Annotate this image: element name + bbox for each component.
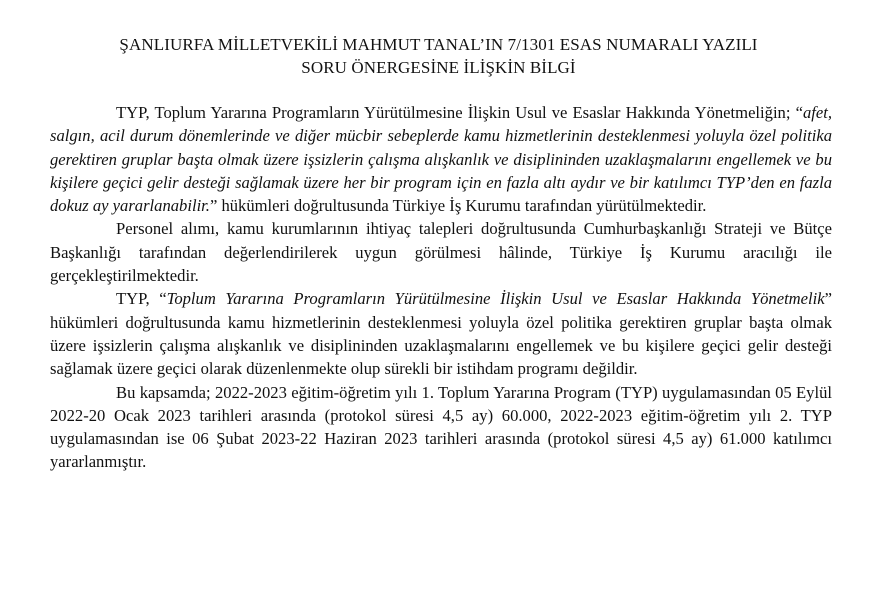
paragraph-2: Personel alımı, kamu kurumlarının ihtiyaç talepleri doğrultusunda Cumhurbaşkanlığı Strateji ve Bütçe Başkanlığı tarafından değerlendirilerek uygun görülmesi hâlinde, Türkiye İş Kurumu aracılığı ile gerçekleştirilmektedir. — [50, 219, 832, 286]
paragraph-3 — [50, 287, 832, 380]
paragraph-1-quote: afet, salgın, acil durum dönemlerinde ve diğer mücbir sebeplerde kamu hizmetlerinin desteklenmesi yoluyla özel politika gerektiren gruplar başta olmak üzere işsizlerin çalışma alışkanlık ve disiplininden uzaklaşmalarını engellemek ve bu kişilere geçici gelir desteği sağlamak üzere her bir program için en fazla altı aydır ve bir katılımcı TYP’den en fazla dokuz ay yararlanabilir. — [50, 103, 832, 216]
document-body — [50, 101, 832, 474]
title-line-1: ŞANLIURFA MİLLETVEKİLİ MAHMUT TANAL’IN 7/1301 ESAS NUMARALI YAZILI — [119, 35, 758, 54]
paragraph-1-tail: ” hükümleri doğrultusunda Türkiye İş Kurumu tarafından yürütülmektedir. — [209, 196, 707, 216]
paragraph-3-tail: ” hükümleri doğrultusunda kamu hizmetlerinin desteklenmesi yoluyla özel politika gerektiren gruplar başta olmak üzere işsizlerin çalışma alışkanlık ve disiplininden uzaklaşmalarını engellemek ve bu kişilere geçici gelir desteği sağlamak üzere geçici olarak düzenlenmekte olup sürekli bir istihdam programı değildir. — [50, 289, 832, 379]
title-line-2: SORU ÖNERGESİNE İLİŞKİN BİLGİ — [301, 58, 576, 77]
paragraph-4: Bu kapsamda; 2022-2023 eğitim-öğretim yılı 1. Toplum Yararına Program (TYP) uygulamasından 05 Eylül 2022-20 Ocak 2023 tarihleri arasında (protokol süresi 4,5 ay) 60.000, 2022-2023 eğitim-öğretim yılı 2. TYP uygulamasından ise 06 Şubat 2023-22 Haziran 2023 tarihleri arasında (protokol süresi 4,5 ay) 61.000 katılımcı yararlanmıştır. — [50, 382, 832, 472]
document-title — [0, 33, 877, 79]
paragraph-1-lead: TYP, Toplum Yararına Programların Yürütülmesine İlişkin Usul ve Esaslar Hakkında Yönetmeliğin; “ — [116, 103, 803, 122]
paragraph-3-lead: TYP, “ — [116, 289, 167, 309]
paragraph-1 — [50, 101, 832, 217]
paragraph-3-quote: Toplum Yararına Programların Yürütülmesine İlişkin Usul ve Esaslar Hakkında Yönetmelik — [166, 289, 825, 309]
